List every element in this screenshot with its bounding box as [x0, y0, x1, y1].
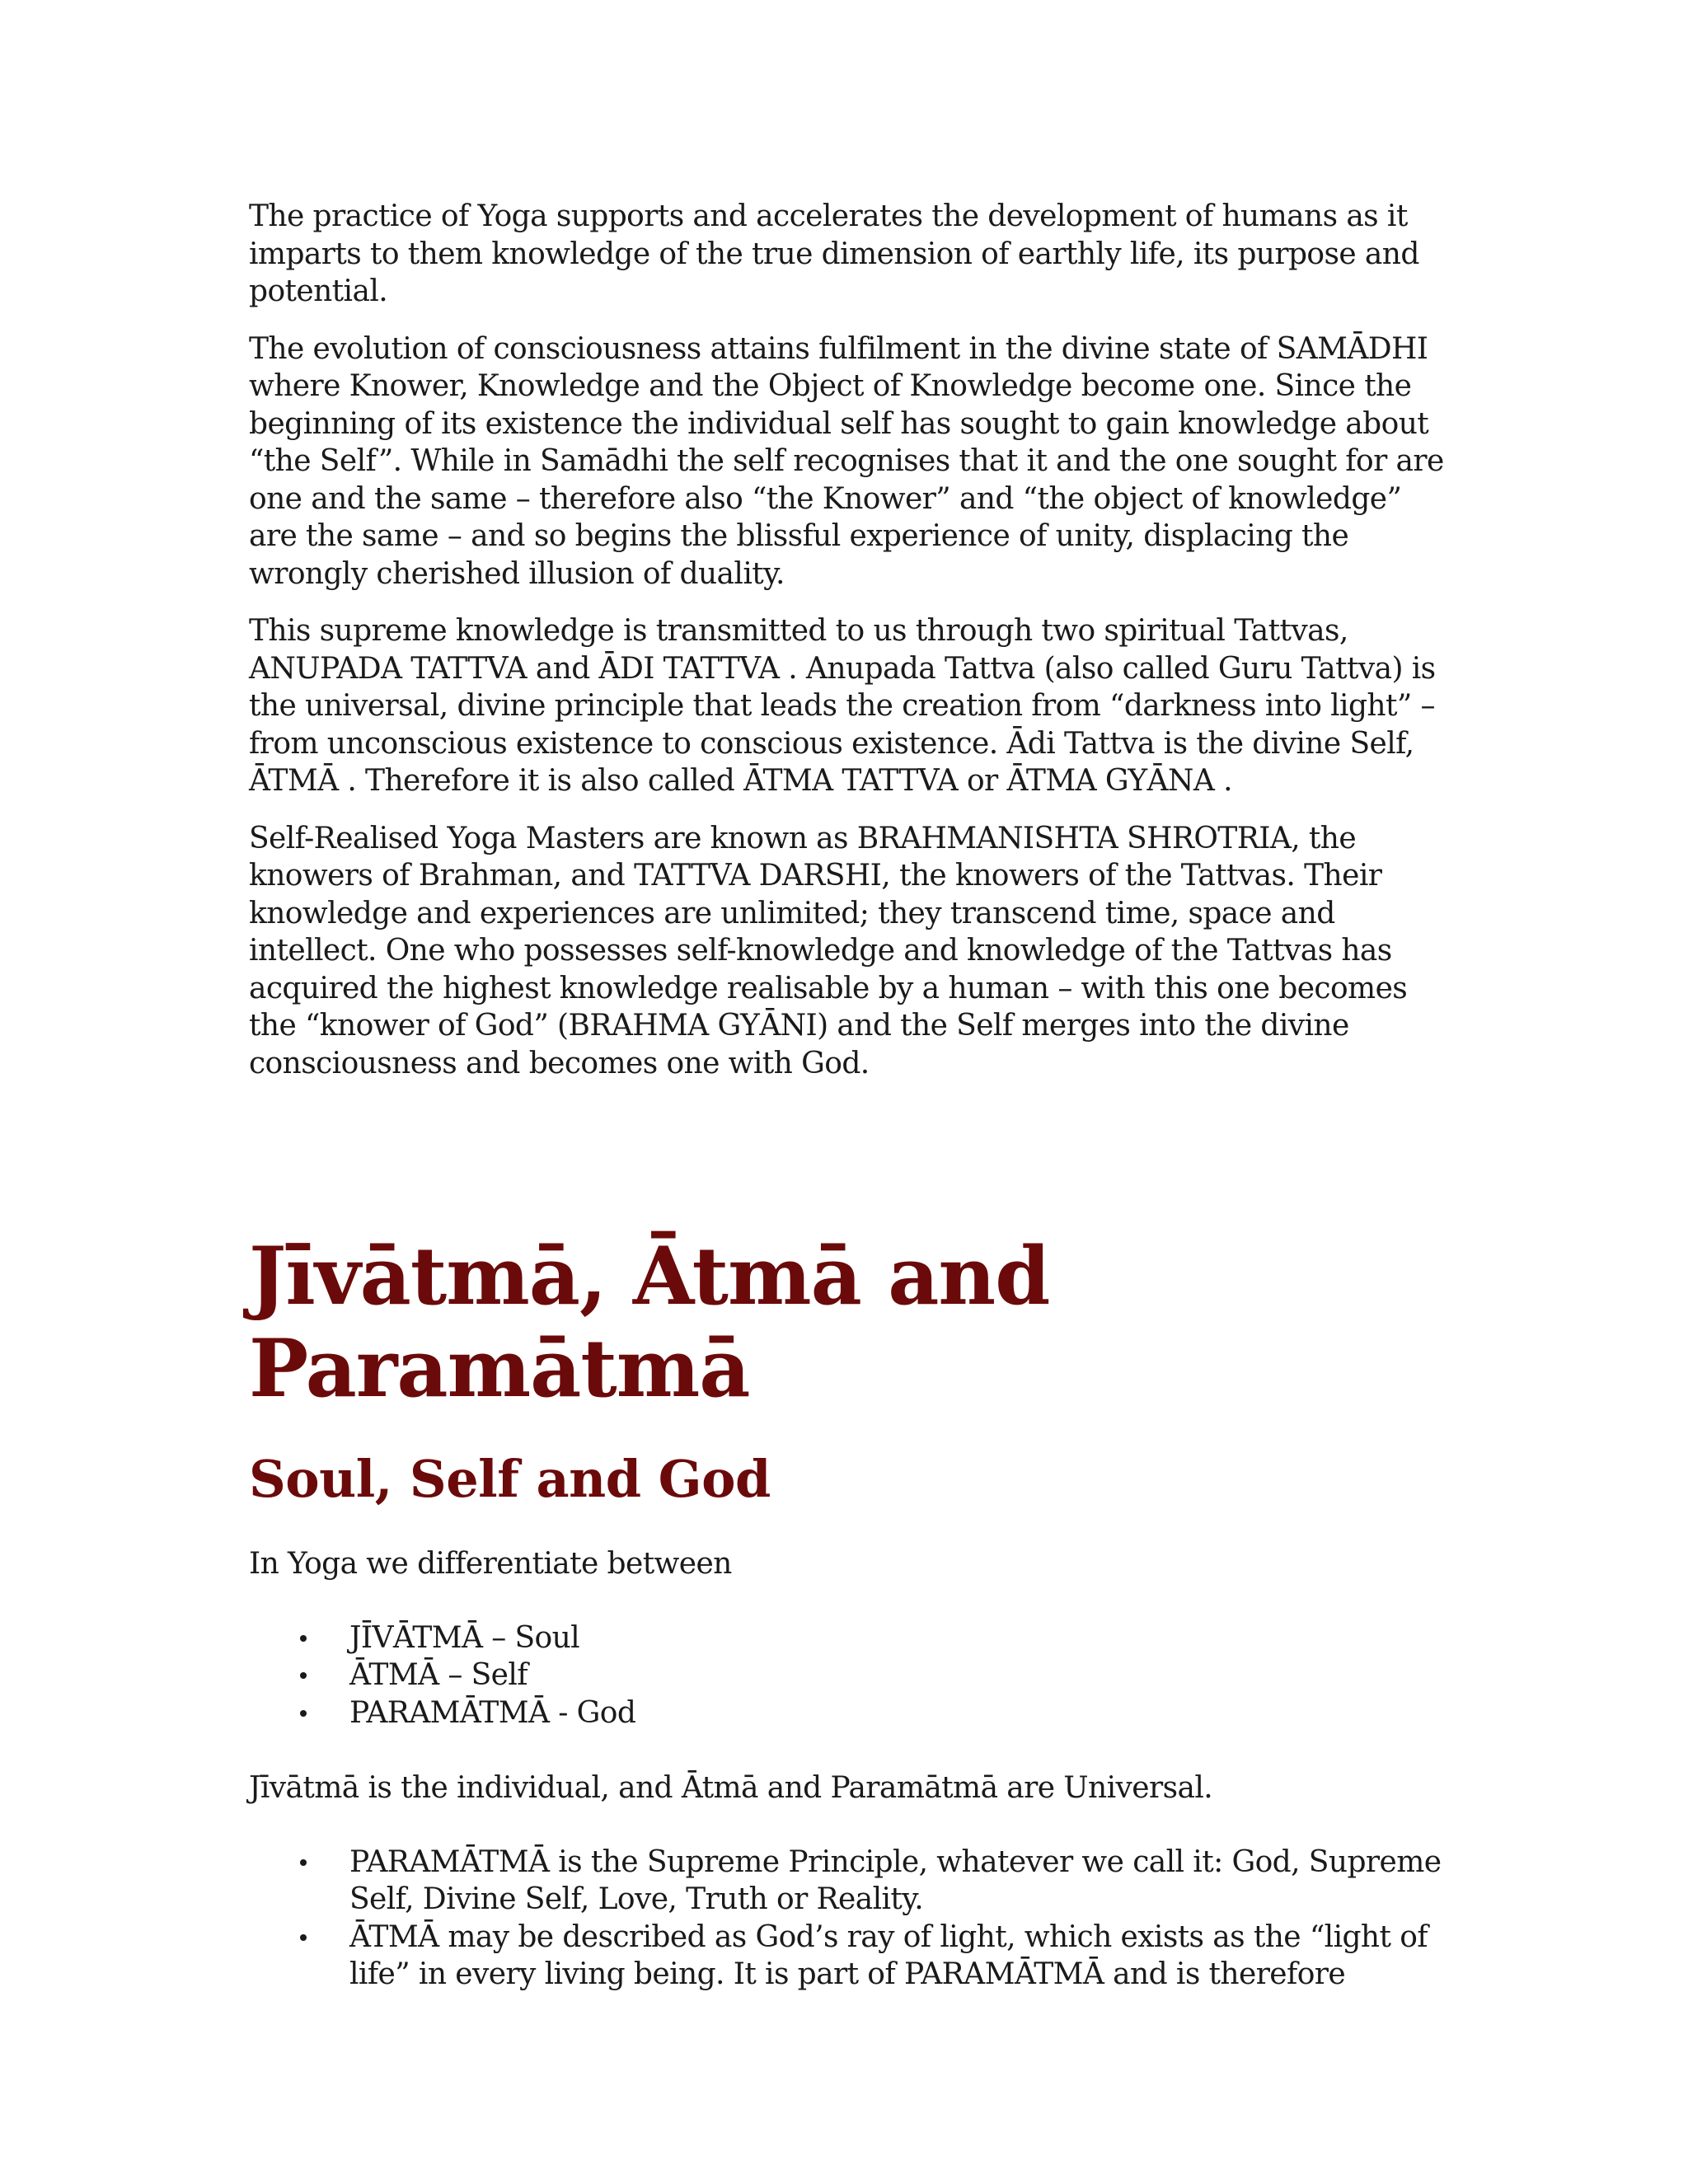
bullet-icon — [300, 1710, 307, 1717]
section-subheading: Soul, Self and God — [249, 1449, 771, 1509]
summary-line: Jīvātmā is the individual, and Ātmā and Paramātmā are Universal. — [249, 1771, 1213, 1805]
bullet-icon — [300, 1672, 307, 1679]
list-item-text: JĪVĀTMĀ – Soul — [349, 1620, 580, 1655]
paragraph-yoga-practice: The practice of Yoga supports and accelerates the development of humans as it imparts to them knowledge of the true dimension of earthly life, its purpose and potential. — [249, 199, 1419, 308]
list-item-text: PARAMĀTMĀ - God — [349, 1695, 636, 1730]
bullet-icon — [300, 1635, 307, 1642]
paragraph-evolution-consciousness: The evolution of consciousness attains fulfilment in the divine state of SAMĀDHI where Knower, Knowledge and the Object of Knowledge become one. Since the beginning of its existence the individual self has sought to gain knowledge about “the Self”. While in Samādhi the self recognises that it and the one sought for are one and the same – therefore also “the Knower” and “the object of knowledge” are the same – and so begins the blissful experience of unity, displacing the wrongly cherished illusion of duality. — [249, 331, 1444, 591]
paragraph-self-realised-masters: Self-Realised Yoga Masters are known as BRAHMANISHTA SHROTRIA, the knowers of Brahman, and TATTVA DARSHI, the knowers of the Tattvas. Their knowledge and experiences are unlimited; they transcend time, space and intellect. One who possesses self-knowledge and knowledge of the Tattvas has acquired the highest knowledge realisable by a human – with this one becomes the “knower of God” (BRAHMA GYĀNI) and the Self merges into the divine consciousness and becomes one with God. — [249, 821, 1408, 1080]
list-item-text: PARAMĀTMĀ is the Supreme Principle, whatever we call it: God, Supreme Self, Divine Self, Love, Truth or Reality. — [349, 1844, 1442, 1916]
bullet-icon — [300, 1859, 307, 1866]
list-item — [249, 1694, 1452, 1732]
list-item — [249, 1844, 1452, 1919]
list-item — [249, 1657, 1452, 1694]
definitions-list — [249, 1844, 1452, 1994]
section-heading: Jīvātmā, Ātmā and Paramātmā — [249, 1230, 1050, 1415]
intro-line: In Yoga we differentiate between — [249, 1547, 732, 1581]
terms-list — [249, 1619, 1452, 1732]
list-item-text: ĀTMĀ may be described as God’s ray of light, which exists as the “light of life” in every living being. It is part of PARAMĀTMĀ and is therefore — [349, 1919, 1428, 1991]
list-item — [249, 1619, 1452, 1657]
list-item — [249, 1919, 1452, 1994]
paragraph-supreme-knowledge: This supreme knowledge is transmitted to us through two spiritual Tattvas, ANUPADA TATTVA and ĀDI TATTVA . Anupada Tattva (also called Guru Tattva) is the universal, divine principle that leads the creation from “darkness into light” – from unconscious existence to conscious existence. Ādi Tattva is the divine Self, ĀTMĀ . Therefore it is also called ĀTMA TATTVA or ĀTMA GYĀNA . — [249, 614, 1436, 798]
page-content — [249, 198, 1452, 2030]
list-item-text: ĀTMĀ – Self — [349, 1658, 528, 1692]
bullet-icon — [300, 1934, 307, 1941]
